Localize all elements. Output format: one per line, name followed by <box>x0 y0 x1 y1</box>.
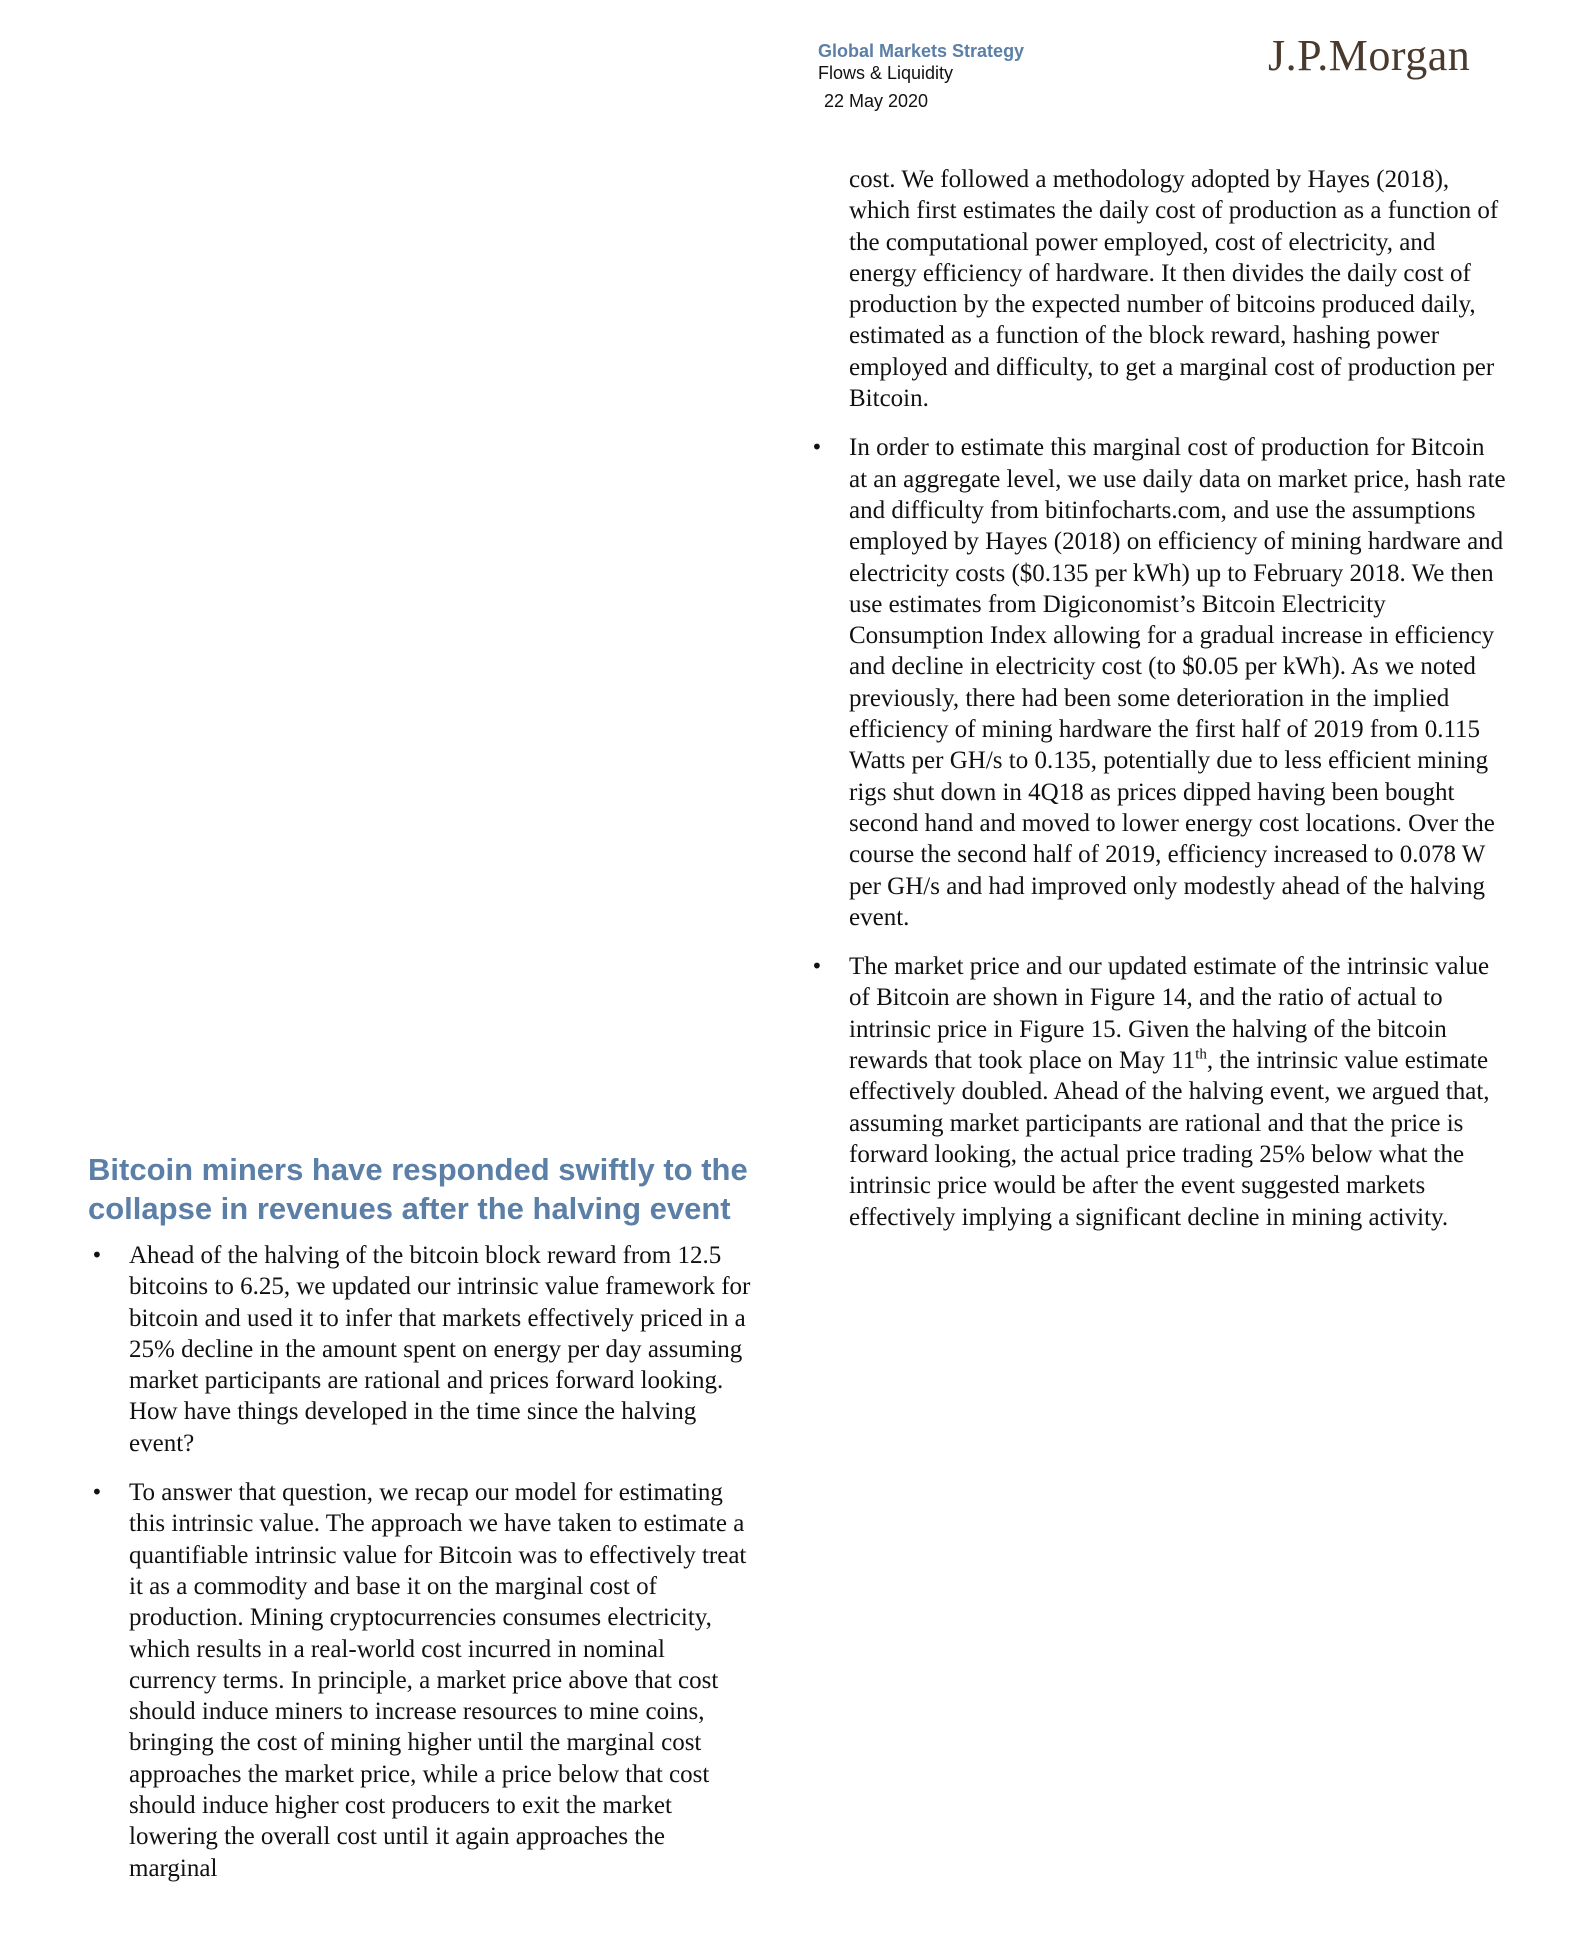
right-column <box>808 164 1508 1251</box>
bullet-text: In order to estimate this marginal cost of production for Bitcoin at an aggregate level, we use daily data on market price, hash rate and difficulty from bitinfocharts.com, and use the assumptions employed by Hayes (2018) on efficiency of mining hardware and electricity costs ($0.135 per kWh) up to February 2018. We then use estimates from Digiconomist’s Bitcoin Electricity Consumption Index allowing for a gradual increase in efficiency and decline in electricity cost (to $0.05 per kWh). As we noted previously, there had been some deterioration in the implied efficiency of mining hardware the first half of 2019 from 0.115 Watts per GH/s to 0.135, potentially due to less efficient mining rigs shut down in 4Q18 as prices dipped having been bought second hand and moved to lower energy cost locations. Over the course the second half of 2019, efficiency increased to 0.078 W per GH/s and had improved only modestly ahead of the halving event. <box>849 434 1506 931</box>
bullet-text: To answer that question, we recap our model for estimating this intrinsic value. The approach we have taken to estimate a quantifiable intrinsic value for Bitcoin was to effectively treat it as a commodity and base it on the marginal cost of production. Mining cryptocurrencies consumes electricity, which results in a real-world cost incurred in nominal currency terms. In principle, a market price above that cost should induce miners to increase resources to mine coins, bringing the cost of mining higher until the marginal cost approaches the market price, while a price below that cost should induce higher cost producers to exit the market lowering the overall cost until it again approaches the marginal <box>129 1479 747 1882</box>
bullet-icon: • <box>91 1243 103 1267</box>
report-date: 22 May 2020 <box>824 91 929 111</box>
bullet-text-part: , the intrinsic value estimate effectively doubled. Ahead of the halving event, we argued that, assuming market participants are rational and that the price is forward looking, the actual price trading 25% below what the intrinsic price would be after the event suggested markets effectively implying a significant decline in mining activity. <box>849 1047 1490 1231</box>
jpmorgan-logo: J.P.Morgan <box>1268 31 1471 80</box>
report-header <box>818 40 1024 112</box>
bullet-icon: • <box>91 1480 103 1505</box>
section-heading: Bitcoin miners have responded swiftly to the collapse in revenues after the halving event <box>88 1152 748 1226</box>
bullet-paragraph <box>808 432 1508 933</box>
bullet-text: cost. We followed a methodology adopted by Hayes (2018), which first estimates the daily cost of production as a function of the computational power employed, cost of electricity, and energy efficiency of hardware. It then divides the daily cost of production by the expected number of bitcoins produced daily, estimated as a function of the block reward, hashing power employed and difficulty, to get a marginal cost of production per Bitcoin. <box>849 166 1499 413</box>
bullet-paragraph <box>88 1240 756 1459</box>
bullet-icon: • <box>811 435 823 460</box>
report-section-title: Global Markets Strategy <box>818 41 1025 61</box>
ordinal-superscript: th <box>1195 1046 1207 1063</box>
bullet-text-part: The market price and our updated estimate of the intrinsic value of Bitcoin are shown in Figure 14, and the ratio of actual to intrinsic price in Figure 15. Given the halving of the bitcoin rewards that took place on May 11 <box>849 953 1490 1075</box>
report-subsection: Flows & Liquidity <box>818 63 954 83</box>
bullet-paragraph <box>808 951 1508 1233</box>
bullet-icon: • <box>811 954 823 979</box>
left-column <box>88 1150 756 1902</box>
bullet-paragraph <box>88 1477 756 1884</box>
bullet-text: Ahead of the halving of the bitcoin block reward from 12.5 bitcoins to 6.25, we updated our intrinsic value framework for bitcoin and used it to infer that markets effectively priced in a 25% decline in the amount spent on energy per day assuming market participants are rational and prices forward looking. How have things developed in the time since the halving event? <box>129 1242 751 1457</box>
continued-paragraph <box>808 164 1508 414</box>
